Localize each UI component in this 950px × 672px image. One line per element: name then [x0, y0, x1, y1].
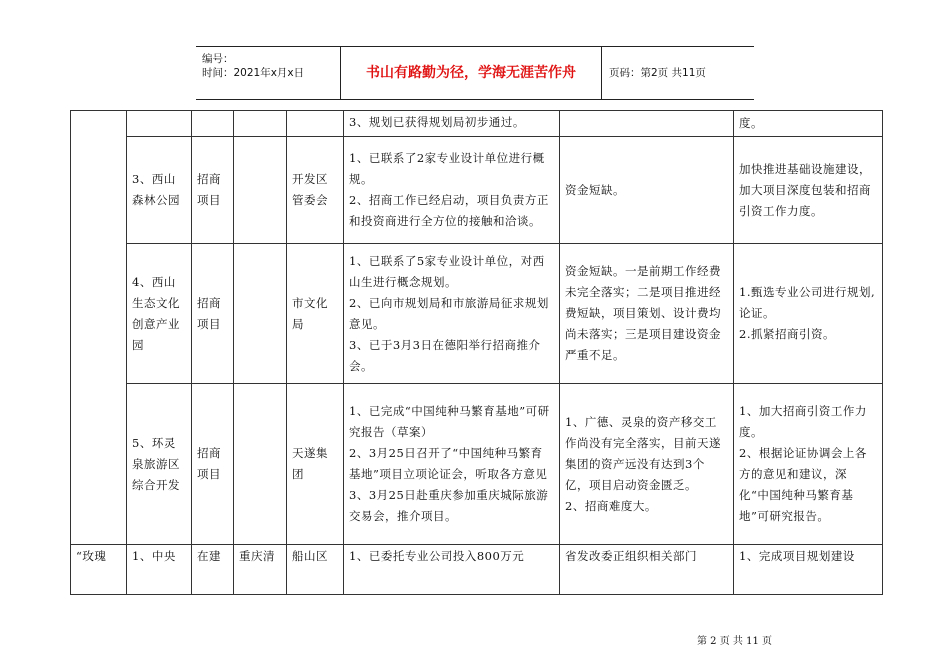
table-cell: 1、已委托专业公司投入800万元 — [344, 545, 560, 595]
table-row — [71, 384, 883, 545]
table-cell: 1、已完成“中国纯种马繁育基地”可研究报告（草案） 2、3月25日召开了“中国纯种马繁育基地”项目立项论证会，听取各方意见 3、3月25日赴重庆参加重庆城际旅游交易会，推介项目。 — [344, 384, 560, 545]
table-cell — [234, 137, 287, 244]
header-date-label: 时间：2021年x月x日 — [202, 67, 305, 79]
table-cell — [127, 111, 192, 137]
header-meta-cell — [196, 47, 341, 99]
table-row — [71, 545, 883, 595]
table-cell: 招商项目 — [192, 384, 234, 545]
table-cell: 省发改委正组织相关部门 — [560, 545, 734, 595]
table-cell — [192, 111, 234, 137]
table-cell: 1、中央 — [127, 545, 192, 595]
table-cell: 招商项目 — [192, 137, 234, 244]
table-cell: 4、西山生态文化创意产业园 — [127, 244, 192, 384]
table-cell: 1.甄选专业公司进行规划,论证。 2.抓紧招商引资。 — [734, 244, 883, 384]
table-cell — [234, 111, 287, 137]
table-row — [71, 137, 883, 244]
document-header — [196, 46, 754, 100]
table-cell: 加快推进基础设施建设，加大项目深度包装和招商引资工作力度。 — [734, 137, 883, 244]
table-cell — [234, 244, 287, 384]
table-cell: 5、环灵泉旅游区综合开发 — [127, 384, 192, 545]
table-cell: 开发区管委会 — [287, 137, 344, 244]
table-cell: 天遂集团 — [287, 384, 344, 545]
table-row — [71, 111, 883, 137]
table-cell: 3、规划已获得规划局初步通过。 — [344, 111, 560, 137]
table-cell: 船山区 — [287, 545, 344, 595]
table-cell: 1、已联系了5家专业设计单位，对西山生进行概念规划。 2、已向市规划局和市旅游局征求规划意见。 3、已于3月3日在德阳举行招商推介会。 — [344, 244, 560, 384]
table-cell: 1、完成项目规划建设 — [734, 545, 883, 595]
header-number-label: 编号： — [202, 53, 234, 65]
table-cell: 招商项目 — [192, 244, 234, 384]
table-cell: 1、加大招商引资工作力度。 2、根据论证协调会上各方的意见和建议，深化“中国纯种马繁育基地”可研究报告。 — [734, 384, 883, 545]
page-footer: 第 2 页 共 11 页 — [697, 636, 772, 647]
table-cell: 资金短缺。 — [560, 137, 734, 244]
table-row — [71, 244, 883, 384]
table-cell — [287, 111, 344, 137]
project-table — [70, 110, 883, 595]
table-cell: 在建 — [192, 545, 234, 595]
table-cell: “玫瑰 — [71, 545, 127, 595]
table-cell: 1、广德、灵泉的资产移交工作尚没有完全落实，目前天遂集团的资产远没有达到3个亿，项目启动资金匮乏。 2、招商难度大。 — [560, 384, 734, 545]
table-cell: 资金短缺。一是前期工作经费未完全落实；二是项目推进经费短缺，项目策划、设计费均尚未落实；三是项目建设资金严重不足。 — [560, 244, 734, 384]
table-cell: 重庆清 — [234, 545, 287, 595]
table-cell — [234, 384, 287, 545]
header-motto: 书山有路勤为径，学海无涯苦作舟 — [341, 47, 602, 99]
table-cell: 度。 — [734, 111, 883, 137]
table-cell: 3、西山森林公园 — [127, 137, 192, 244]
header-page-code: 页码：第2页 共11页 — [609, 67, 706, 79]
table-cell — [71, 111, 127, 545]
table-cell — [560, 111, 734, 137]
table-cell: 市文化局 — [287, 244, 344, 384]
table-cell: 1、已联系了2家专业设计单位进行概规。 2、招商工作已经启动，项目负责方正和投资商进行全方位的接触和洽谈。 — [344, 137, 560, 244]
